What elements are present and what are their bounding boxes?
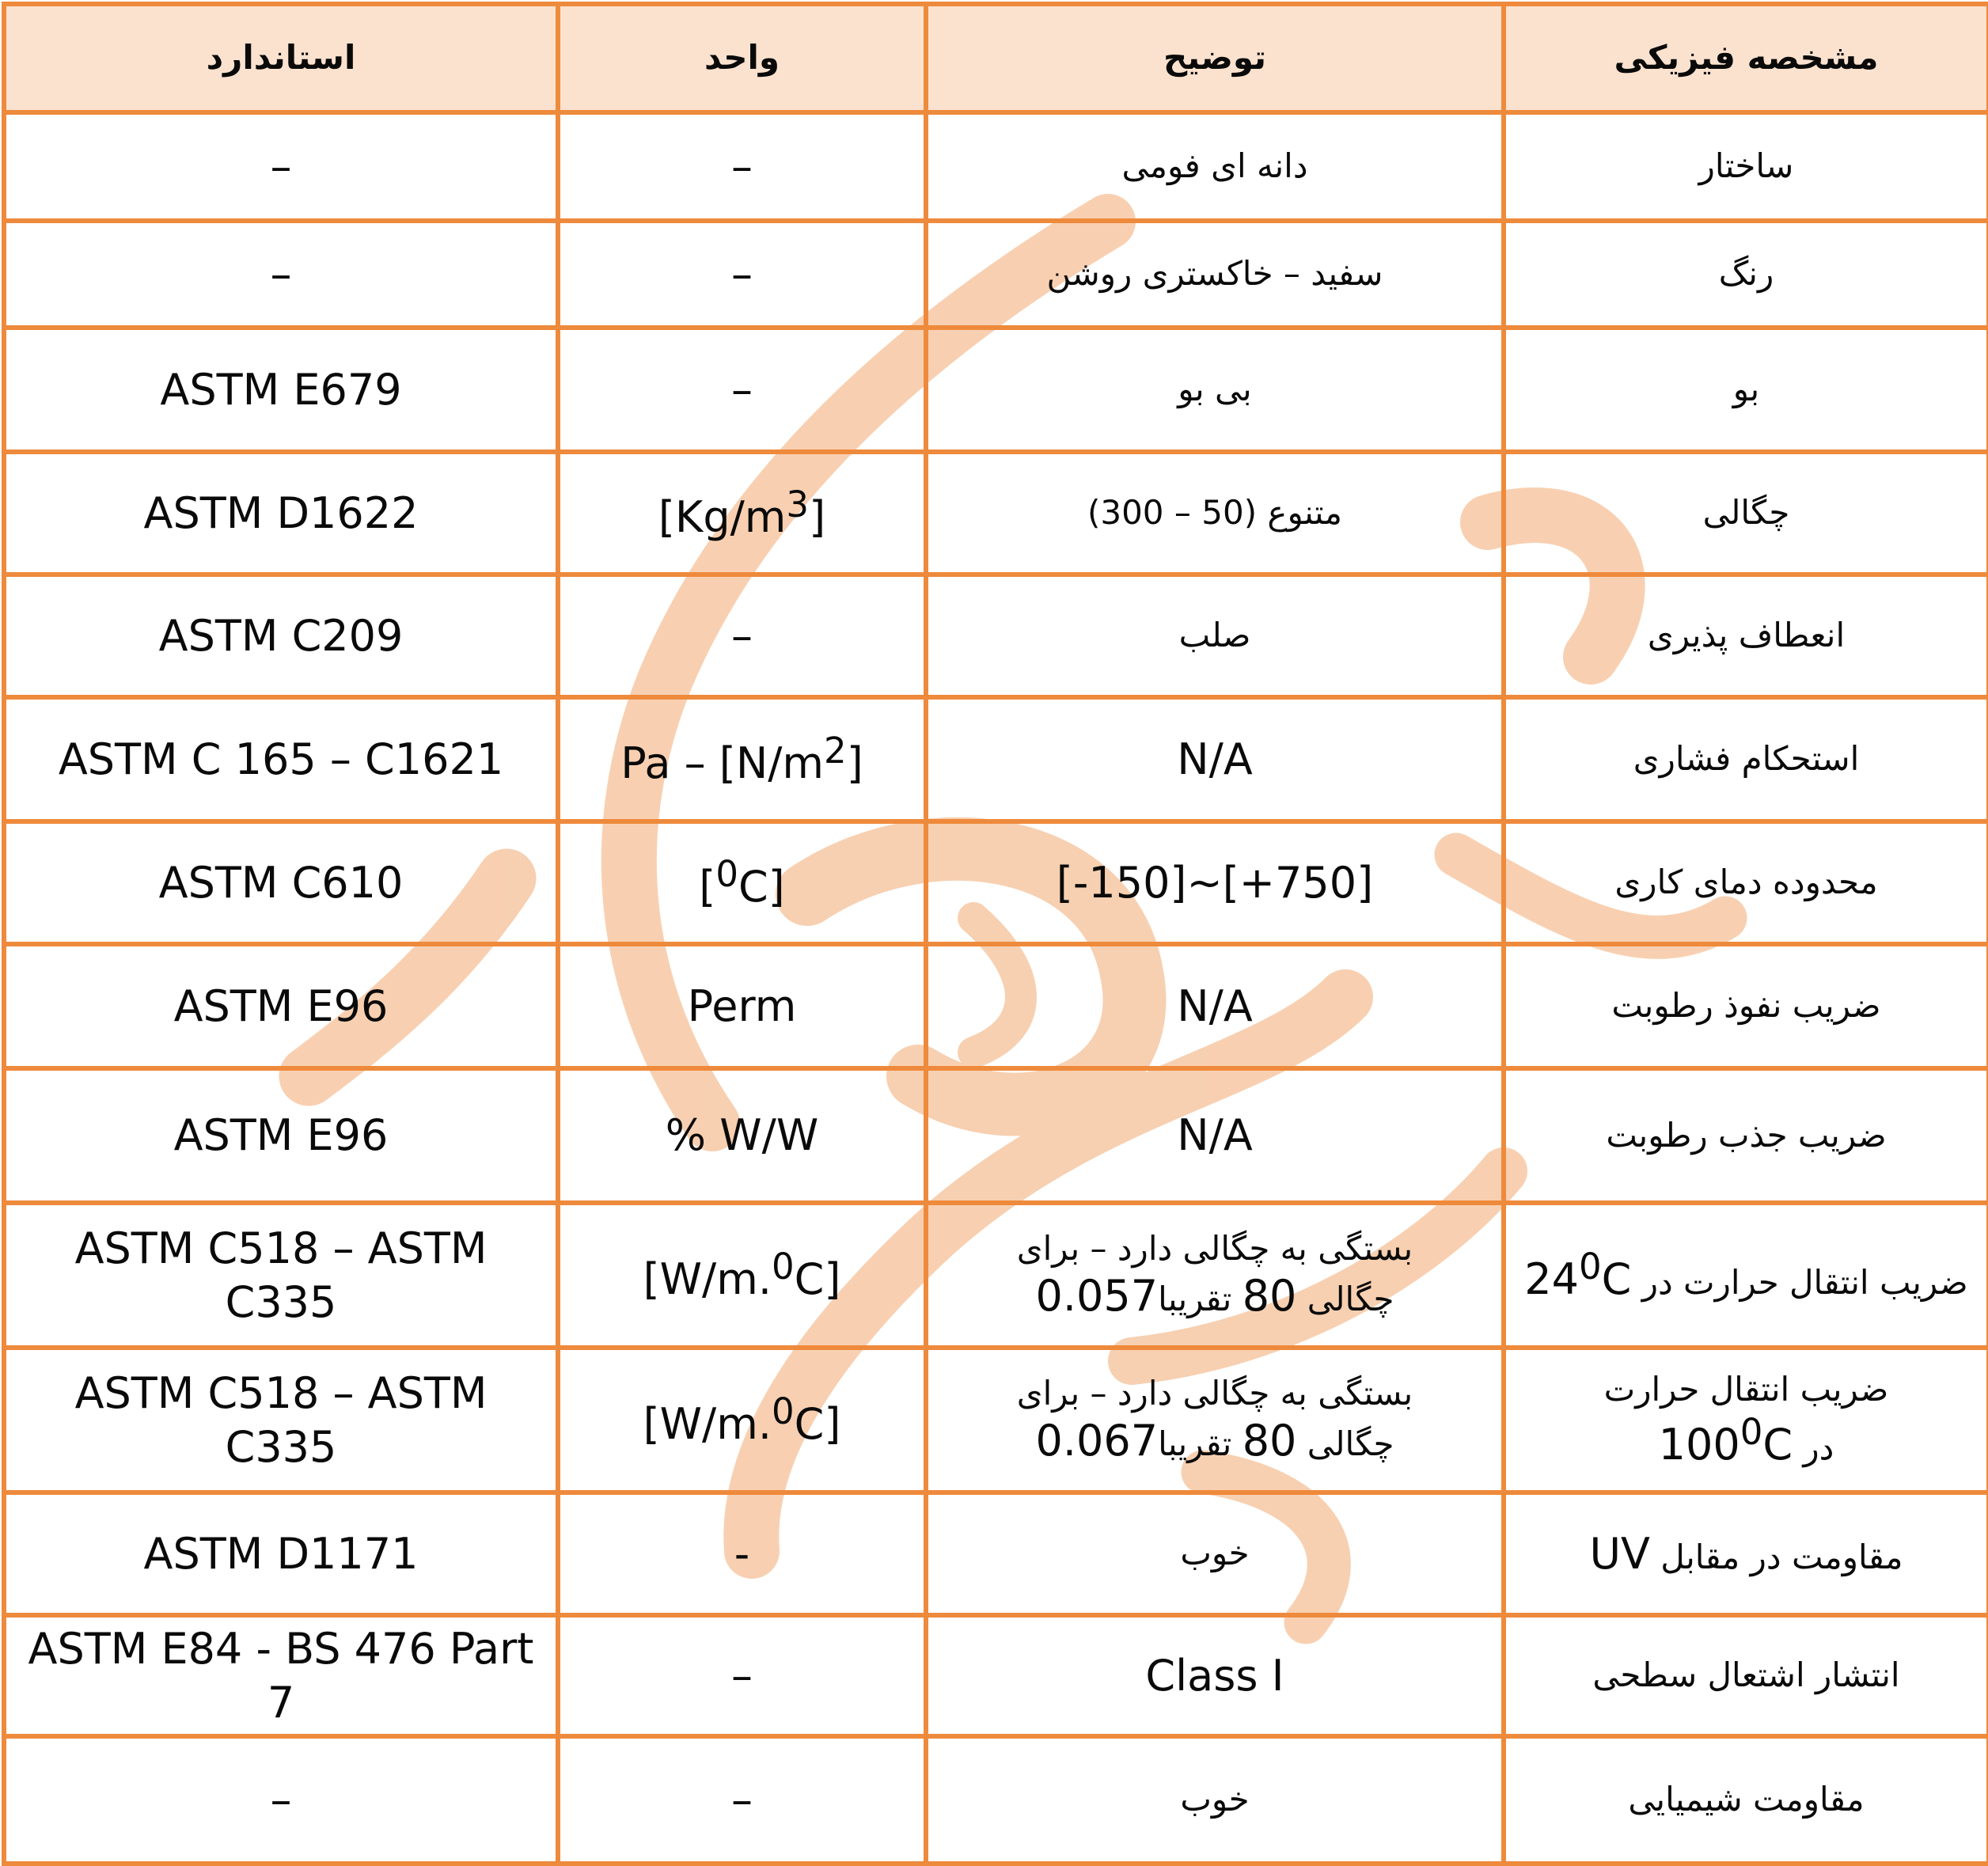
table-row (4, 328, 1988, 452)
standard-cell: ASTM D1171 (4, 1492, 558, 1615)
property-cell: مقاومت در مقابل UV (1504, 1492, 1988, 1615)
description-cell: بستگی به چگالی دارد – برای چگالی 80 تقریبا0.067 (926, 1348, 1504, 1492)
physical-properties-table (2, 2, 1988, 1866)
description-cell: Class I (926, 1615, 1504, 1736)
unit-cell: $[Kg/m^3]$ (558, 452, 926, 575)
property-cell: ضریب انتقال حرارت در $24^0C$ (1504, 1203, 1988, 1348)
table-row (4, 221, 1988, 328)
unit-cell: - (558, 1492, 926, 1615)
property-cell: چگالی (1504, 452, 1988, 575)
unit-cell: [W/m.$^0$C] (558, 1203, 926, 1348)
unit-cell: – (558, 1615, 926, 1736)
table-row (4, 944, 1988, 1068)
unit-cell: [$^0$C] (558, 821, 926, 944)
standard-cell: ASTM D1622 (4, 452, 558, 575)
table-row (4, 1736, 1988, 1864)
standard-cell: ASTM C518 – ASTM C335 (4, 1203, 558, 1348)
description-cell: خوب (926, 1736, 1504, 1864)
standard-cell: ASTM C610 (4, 821, 558, 944)
standard-cell: – (4, 221, 558, 328)
unit-cell: – (558, 1736, 926, 1864)
standard-cell: ASTM C 165 – C1621 (4, 697, 558, 821)
property-cell: رنگ (1504, 221, 1988, 328)
description-cell: N/A (926, 1068, 1504, 1203)
header-description: توضیح (926, 4, 1504, 112)
table-row (4, 821, 1988, 944)
property-cell: ضریب نفوذ رطوبت (1504, 944, 1988, 1068)
unit-cell: % W/W (558, 1068, 926, 1203)
table-row (4, 452, 1988, 575)
standard-cell: ASTM C209 (4, 575, 558, 697)
table-row (4, 697, 1988, 821)
property-cell: انعطاف پذیری (1504, 575, 1988, 697)
table-row (4, 1203, 1988, 1348)
standard-cell: – (4, 1736, 558, 1864)
header-unit: واحد (558, 4, 926, 112)
header-property: مشخصه فیزیکی (1504, 4, 1988, 112)
standard-cell: – (4, 112, 558, 221)
description-cell: N/A (926, 697, 1504, 821)
description-cell: [-150]~[+750] (926, 821, 1504, 944)
table-header-row (4, 4, 1988, 112)
property-cell: استحکام فشاری (1504, 697, 1988, 821)
table-row (4, 1615, 1988, 1736)
property-cell: بو (1504, 328, 1988, 452)
unit-cell: [W/m.$^0$C] (558, 1348, 926, 1492)
table-row (4, 1492, 1988, 1615)
unit-cell: Perm (558, 944, 926, 1068)
standard-cell: ASTM E84 - BS 476 Part 7 (4, 1615, 558, 1736)
unit-cell: Pa – $[N/m^2]$ (558, 697, 926, 821)
property-cell: انتشار اشتعال سطحی (1504, 1615, 1988, 1736)
table-row (4, 1348, 1988, 1492)
unit-cell: – (558, 328, 926, 452)
description-cell: خوب (926, 1492, 1504, 1615)
property-cell: مقاومت شیمیایی (1504, 1736, 1988, 1864)
standard-cell: ASTM C518 – ASTM C335 (4, 1348, 558, 1492)
standard-cell: ASTM E679 (4, 328, 558, 452)
property-cell: ساختار (1504, 112, 1988, 221)
property-cell: ضریب انتقال حرارت در $100^0C$ (1504, 1348, 1988, 1492)
standard-cell: ASTM E96 (4, 944, 558, 1068)
description-cell: N/A (926, 944, 1504, 1068)
description-cell: سفید – خاکستری روشن (926, 221, 1504, 328)
table-row (4, 575, 1988, 697)
description-cell: بی بو (926, 328, 1504, 452)
description-cell: بستگی به چگالی دارد – برای چگالی 80 تقریبا0.057 (926, 1203, 1504, 1348)
description-cell: دانه ای فومی (926, 112, 1504, 221)
unit-cell: – (558, 221, 926, 328)
description-cell: متنوع (50 – 300) (926, 452, 1504, 575)
standard-cell: ASTM E96 (4, 1068, 558, 1203)
description-cell: صلب (926, 575, 1504, 697)
property-cell: محدوده دمای کاری (1504, 821, 1988, 944)
unit-cell: – (558, 575, 926, 697)
table-row (4, 112, 1988, 221)
table-row (4, 1068, 1988, 1203)
property-cell: ضریب جذب رطوبت (1504, 1068, 1988, 1203)
unit-cell: – (558, 112, 926, 221)
header-standard: استاندارد (4, 4, 558, 112)
